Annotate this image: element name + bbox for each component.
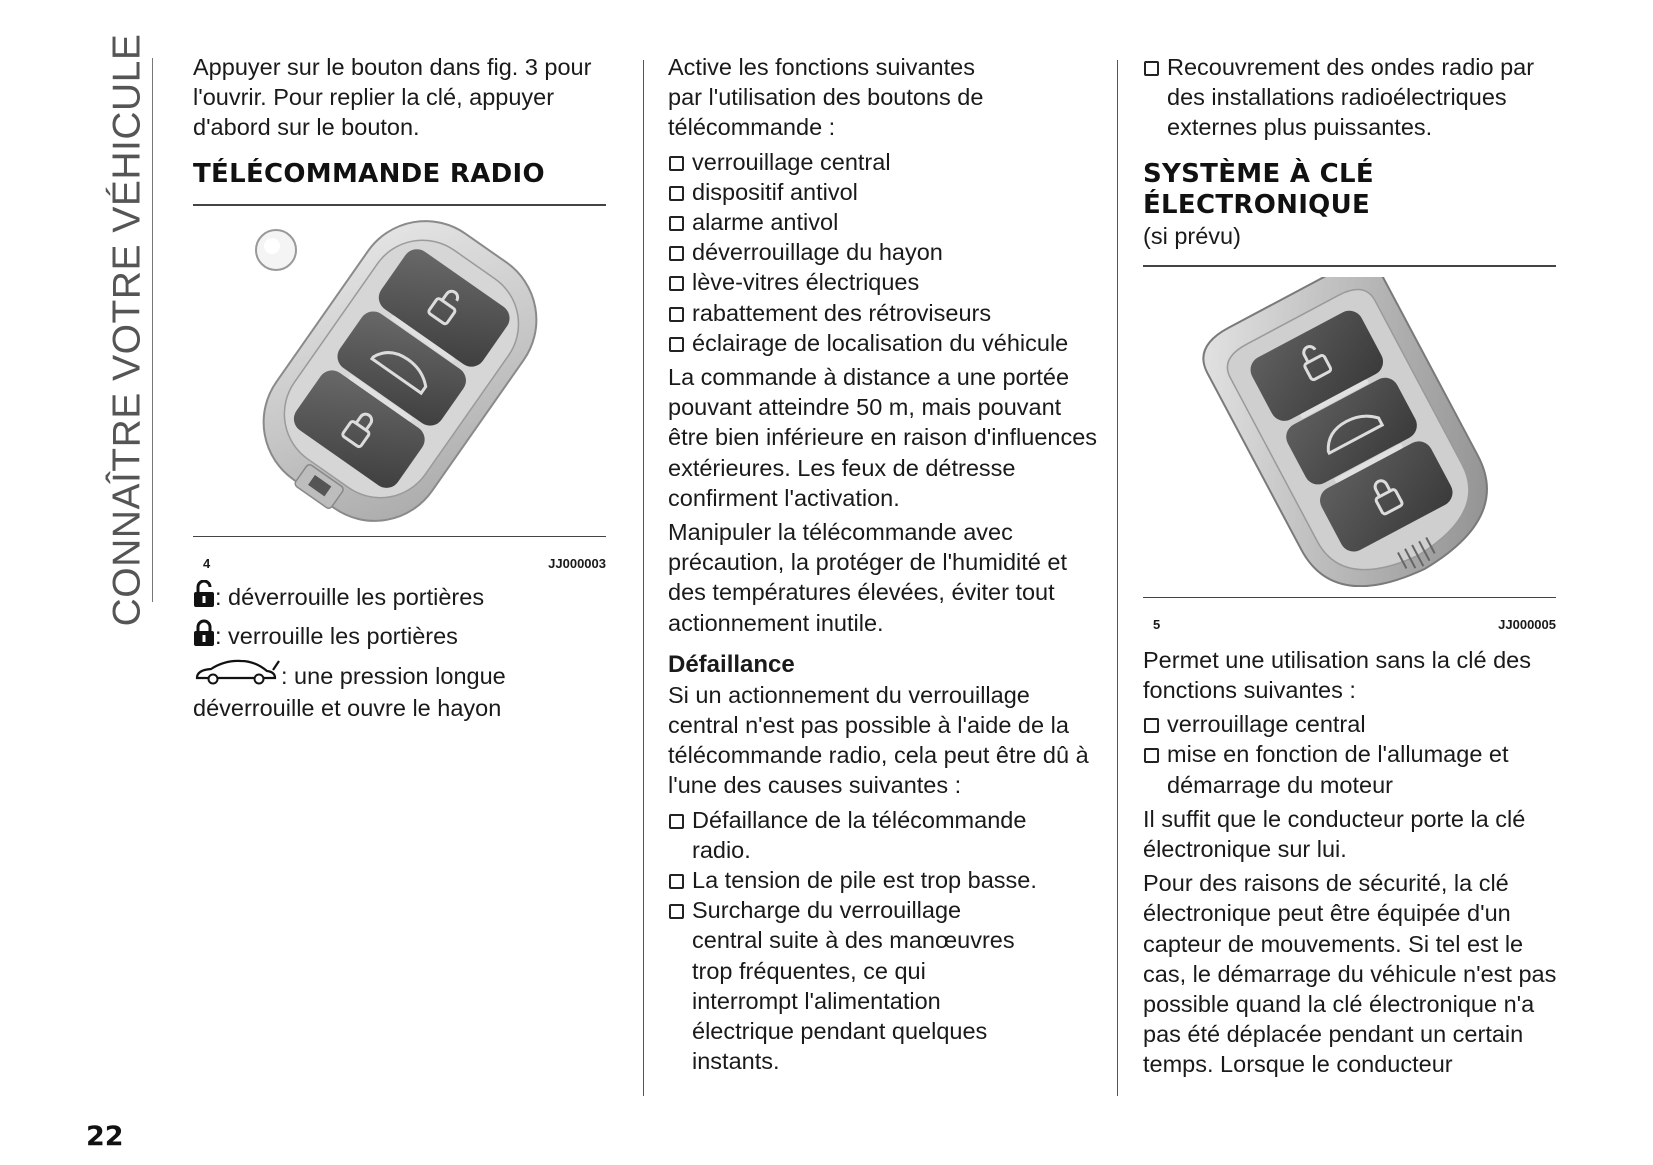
page-number: 22	[86, 1121, 124, 1152]
list-item	[668, 267, 1098, 297]
fold-instructions: Appuyer sur le bouton dans fig. 3 pour l'ouvrir. Pour replier la clé, appuyer d'abord sur le bouton.	[193, 54, 592, 141]
list-item-text: Surcharge du verrouillage central suite à des manœuvres trop fréquentes, ce qui interrompt l'alimentation électrique pendant quelques instants.	[692, 897, 1015, 1075]
flip-key-drawing	[220, 216, 580, 526]
electronic-key-optional: (si prévu)	[1143, 222, 1241, 249]
list-item-text: lève-vitres électriques	[692, 269, 920, 296]
car-tailgate-icon	[193, 658, 281, 693]
figure-5-caption	[1143, 597, 1556, 632]
button-legend	[193, 580, 618, 724]
heading-radio-remote: TÉLÉCOMMANDE RADIO	[193, 158, 545, 189]
legend-unlock-text: : déverrouille les portières	[215, 584, 485, 611]
list-item-text: Défaillance de la télécommande radio.	[692, 806, 1027, 863]
list-item	[668, 147, 1098, 177]
legend-lock-text: : verrouille les portières	[215, 623, 458, 650]
legend-car-text-1: : une pression longue	[281, 662, 506, 689]
checkbox-bullet-icon	[669, 874, 684, 889]
checkbox-bullet-icon	[669, 814, 684, 829]
list-item-text: Recouvrement des ondes radio par des installations radioélectriques externes plus puissantes.	[1167, 54, 1535, 141]
list-item	[1143, 52, 1543, 143]
checkbox-bullet-icon	[669, 276, 684, 291]
list-item-text: mise en fonction de l'allumage et démarrage du moteur	[1167, 741, 1509, 798]
list-item-text: rabattement des rétroviseurs	[692, 299, 992, 326]
electronic-key-paragraph-1: Il suffit que le conducteur porte la clé électronique sur lui.	[1143, 805, 1526, 863]
list-item-text: verrouillage central	[692, 148, 891, 175]
remote-functions-list	[668, 147, 1098, 358]
checkbox-bullet-icon	[669, 156, 684, 171]
electronic-key-functions-list	[1143, 709, 1573, 800]
figure-number: 5	[1153, 616, 1161, 632]
heading-electronic-key: SYSTÈME À CLÉ ÉLECTRONIQUE	[1143, 158, 1374, 220]
flip-key-illustration	[193, 206, 606, 536]
failure-intro: Si un actionnement du verrouillage central n'est pas possible à l'aide de la télécommande radio, cela peut être dû à l'une des causes suivantes :	[668, 681, 1089, 799]
list-item-text: dispositif antivol	[692, 178, 858, 205]
list-item	[668, 237, 1098, 267]
figure-code: JJ000003	[548, 555, 606, 571]
checkbox-bullet-icon	[669, 216, 684, 231]
figure-4-caption	[193, 536, 606, 571]
figure-4	[193, 204, 606, 571]
remote-care-paragraph: Manipuler la télécommande avec précaution, la protéger de l'humidité et des températures élevées, éviter tout actionnement inutile.	[668, 519, 1068, 636]
failure-causes-list	[668, 805, 1098, 1077]
list-item	[1143, 739, 1543, 799]
checkbox-bullet-icon	[669, 246, 684, 261]
legend-unlock	[193, 580, 618, 615]
column-divider-2	[1117, 60, 1118, 1096]
checkbox-bullet-icon	[669, 337, 684, 352]
checkbox-bullet-icon	[1144, 718, 1159, 733]
remote-functions-intro: Active les fonctions suivantes par l'utilisation des boutons de télécommande :	[668, 54, 984, 141]
list-item	[668, 298, 1098, 328]
checkbox-bullet-icon	[669, 186, 684, 201]
smart-key-drawing	[1180, 277, 1520, 587]
list-item	[668, 207, 1098, 237]
unlock-icon	[193, 580, 215, 615]
list-item-text: La tension de pile est trop basse.	[692, 867, 1037, 894]
list-item-text: alarme antivol	[692, 209, 839, 236]
checkbox-bullet-icon	[669, 307, 684, 322]
column-3	[1143, 52, 1573, 1080]
heading-failure: Défaillance	[668, 650, 795, 678]
column-1	[193, 52, 618, 723]
list-item	[668, 328, 1098, 358]
list-item-text: déverrouillage du hayon	[692, 239, 943, 266]
list-item-text: éclairage de localisation du véhicule	[692, 329, 1069, 356]
checkbox-bullet-icon	[1144, 61, 1159, 76]
figure-code: JJ000005	[1498, 616, 1556, 632]
list-item-text: verrouillage central	[1167, 711, 1366, 738]
list-item	[668, 865, 1098, 895]
list-item	[668, 895, 1038, 1076]
figure-number: 4	[203, 555, 211, 571]
list-item	[1143, 709, 1573, 739]
column-2	[668, 52, 1098, 1077]
list-item	[668, 177, 1098, 207]
legend-car	[193, 658, 618, 693]
list-item	[668, 805, 1038, 865]
checkbox-bullet-icon	[669, 904, 684, 919]
legend-lock	[193, 619, 618, 654]
side-title	[104, 33, 150, 627]
side-title-text: CONNAÎTRE VOTRE VÉHICULE	[105, 33, 149, 627]
checkbox-bullet-icon	[1144, 748, 1159, 763]
smart-key-illustration	[1143, 267, 1556, 597]
column-divider-1	[643, 60, 644, 1096]
electronic-key-intro: Permet une utilisation sans la clé des fonctions suivantes :	[1143, 646, 1531, 704]
legend-car-text-2: déverrouille et ouvre le hayon	[193, 695, 502, 722]
lock-icon	[193, 619, 215, 654]
electronic-key-paragraph-2: Pour des raisons de sécurité, la clé électronique peut être équipée d'un capteur de mouvements. Si tel est le cas, le démarrage du véhicule n'est pas possible quand la clé électronique n'a pas été déplacée pendant un certain temps. Lorsque le conducteur	[1143, 870, 1557, 1078]
remote-range-paragraph: La commande à distance a une portée pouvant atteindre 50 m, mais pouvant être bien inférieure en raison d'influences extérieures. Les feux de détresse confirment l'activation.	[668, 364, 1098, 511]
figure-5	[1143, 265, 1556, 632]
side-title-rule	[152, 58, 153, 602]
